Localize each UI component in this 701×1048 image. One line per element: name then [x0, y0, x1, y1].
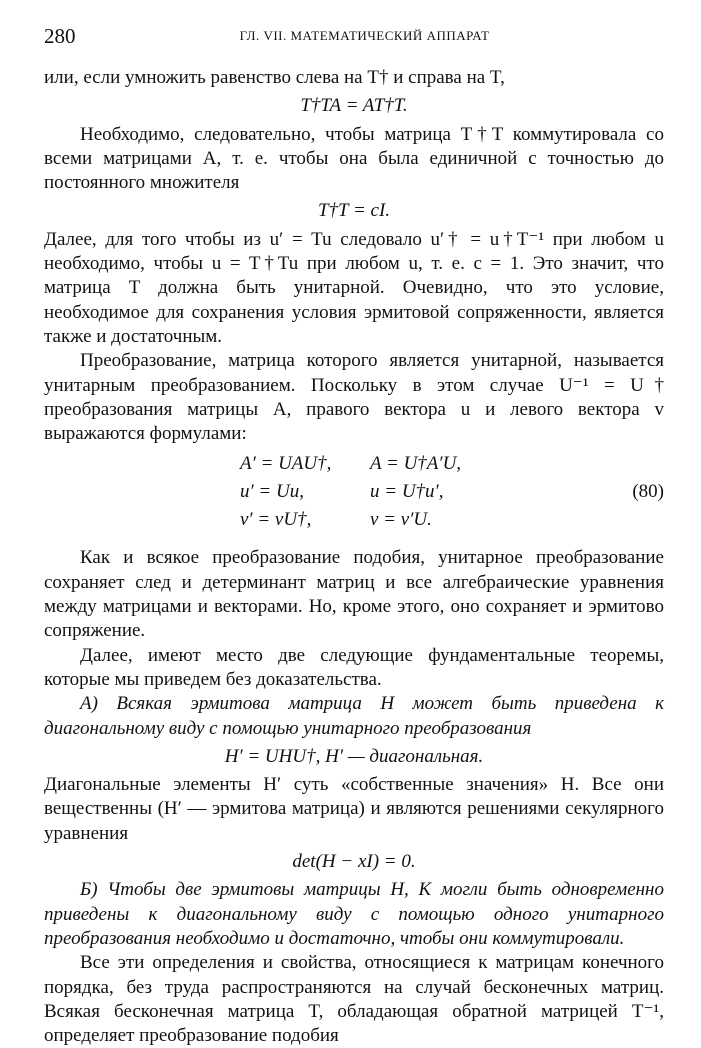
theorem-b: Б) Чтобы две эрмитовы матрицы H, K могли быть одновременно приведены к диагональному виду с помощью одного унитарного преобразования необходимо и достаточно, чтобы они коммутировали. [44, 879, 664, 949]
paragraph: Как и всякое преобразование подобия, унитарное преобразование сохраняет след и детерминант матриц и все алгебраические уравнения между матрицами и векторами. Но, кроме этого, оно сохраняет и эрмитово сопряжение. [44, 547, 664, 642]
equation-cell: u = U†u′, [370, 481, 444, 503]
equation: T†TA = AT†T. [300, 95, 408, 117]
equation-number: (80) [632, 481, 664, 503]
equation-cell: A′ = UAU†, [240, 453, 332, 475]
paragraph: Необходимо, следовательно, чтобы матрица T†T коммутировала со всеми матрицами A, т. е. чтобы она была единичной с точностью до постоянного множителя [44, 123, 664, 194]
paragraph: Все эти определения и свойства, относящиеся к матрицам конечного порядка, без труда распространяются на случай бесконечных матриц. Всякая бесконечная матрица T, обладающая обратной матрицей T⁻¹, определяет преобразование подобия [44, 952, 664, 1047]
paragraph: Далее, для того чтобы из u′ = Tu следовало u′† = u†T⁻¹ при любом u необходимо, чтобы u = T†Tu при любом u, т. е. c = 1. Это значит, что матрица T должна быть унитарной. Очевидно, что это условие, необходимое для сохранения условия эрмитовой сопряженности, является также и достаточным. [44, 228, 664, 347]
equation-cell: A = U†A′U, [370, 453, 462, 475]
page-number: 280 [44, 24, 76, 48]
equation-row [44, 480, 664, 508]
equation: T†T = cI. [317, 200, 391, 222]
paragraph: Далее, имеют место две следующие фундаментальные теоремы, которые мы приведем без доказательства. [44, 644, 664, 690]
paragraph: Диагональные элементы H′ суть «собственные значения» H. Все они вещественны (H′ — эрмитова матрица) и являются решениями секулярного уравнения [44, 774, 664, 844]
page-header [44, 24, 665, 48]
page-body [44, 66, 664, 1048]
equation: H′ = UHU†, H′ — диагональная. [224, 745, 484, 767]
equation: det(H − xI) = 0. [292, 851, 416, 873]
equation-cell: v = v′U. [370, 509, 432, 531]
theorem-a: А) Всякая эрмитова матрица H может быть приведена к диагональному виду с помощью унитарного преобразования [44, 693, 664, 739]
equation-system-80 [44, 452, 664, 536]
paragraph: Преобразование, матрица которого является унитарной, называется унитарным преобразованием. Поскольку в этом случае U⁻¹ = U† преобразования матрицы A, правого вектора u и левого вектора v выражаются формулами: [44, 350, 664, 445]
equation-row [44, 508, 664, 536]
equation-cell: v′ = vU†, [240, 509, 312, 531]
equation-cell: u′ = Uu, [240, 481, 304, 503]
paragraph: или, если умножить равенство слева на T† и справа на T, [44, 67, 505, 88]
equation-row [44, 452, 664, 480]
running-head: ГЛ. VII. МАТЕМАТИЧЕСКИЙ АППАРАТ [239, 28, 490, 43]
